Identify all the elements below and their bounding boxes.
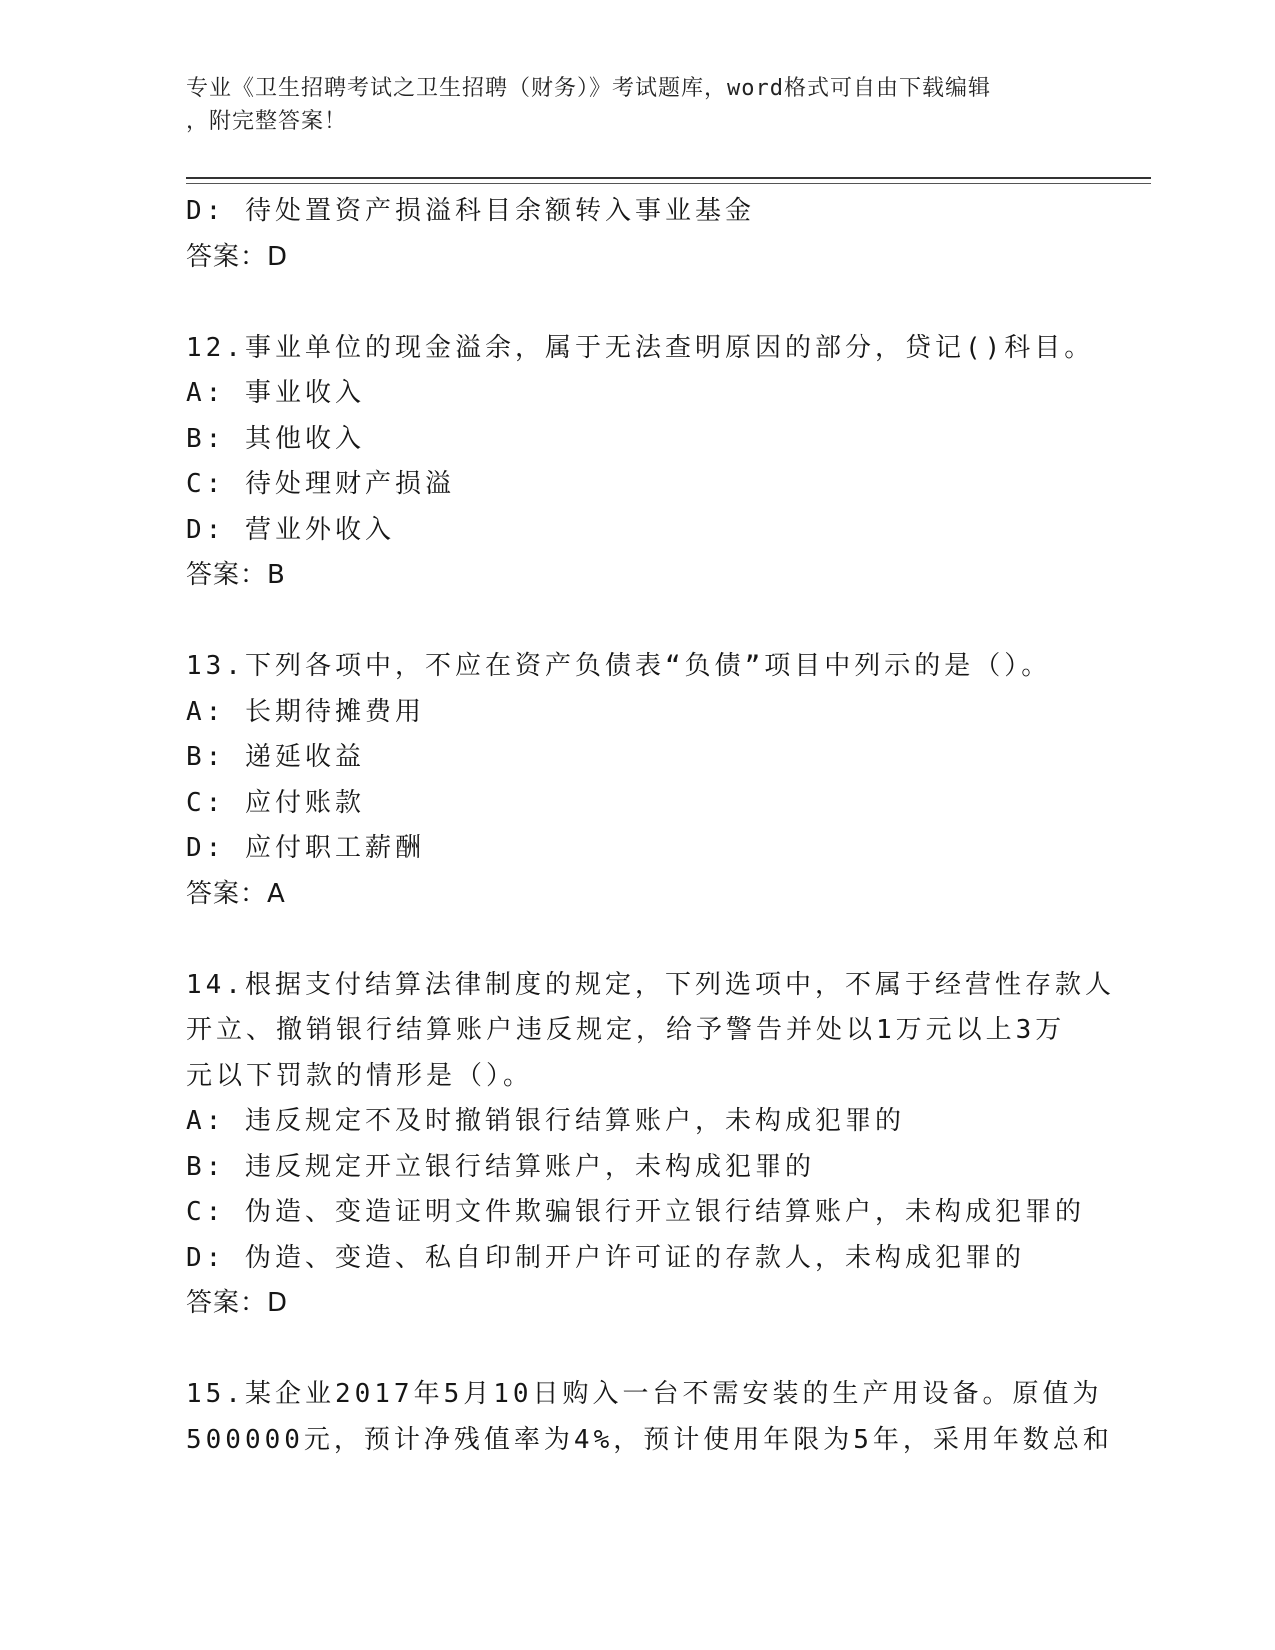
document-header bbox=[186, 72, 1066, 138]
answer-line: 答案：A bbox=[186, 878, 286, 909]
question-stem-line: 15.某企业2017年5月10日购入一台不需安装的生产用设备。原值为 bbox=[186, 1379, 1103, 1409]
question-14 bbox=[186, 963, 1116, 1327]
option-c: C: 伪造、变造证明文件欺骗银行开立银行结算账户，未构成犯罪的 bbox=[186, 1197, 1085, 1227]
question-stem-line: 500000元，预计净残值率为4%，预计使用年限为5年，采用年数总和 bbox=[186, 1424, 1113, 1455]
question-spacer bbox=[186, 917, 1116, 963]
question-stem-line: 元以下罚款的情形是（）。 bbox=[186, 1060, 534, 1091]
question-15 bbox=[186, 1372, 1116, 1463]
option-a: A: 长期待摊费用 bbox=[186, 696, 425, 727]
question-stem-line: 14.根据支付结算法律制度的规定，下列选项中，不属于经营性存款人 bbox=[186, 969, 1115, 1000]
option-d: D: 营业外收入 bbox=[186, 514, 395, 545]
question-stem bbox=[186, 1372, 1116, 1463]
question-stem bbox=[186, 644, 1116, 690]
question-stem-line: 12.事业单位的现金溢余，属于无法查明原因的部分，贷记()科目。 bbox=[186, 332, 1095, 363]
question-stem bbox=[186, 326, 1116, 372]
question-spacer bbox=[186, 1327, 1116, 1373]
option-d: D: 伪造、变造、私自印制开户许可证的存款人，未构成犯罪的 bbox=[186, 1242, 1025, 1273]
question-list bbox=[186, 189, 1116, 1463]
question-stem bbox=[186, 963, 1116, 1100]
option-b: B: 违反规定开立银行结算账户，未构成犯罪的 bbox=[186, 1151, 815, 1182]
option-a: A: 违反规定不及时撤销银行结算账户，未构成犯罪的 bbox=[186, 1106, 905, 1136]
answer-line: 答案：D bbox=[186, 1288, 289, 1318]
option-b: B: 其他收入 bbox=[186, 423, 365, 454]
option-d: D: 待处置资产损溢科目余额转入事业基金 bbox=[186, 196, 755, 226]
header-divider-thin bbox=[186, 183, 1151, 184]
answer-line: 答案：D bbox=[186, 241, 289, 272]
option-d: D: 应付职工薪酬 bbox=[186, 833, 425, 863]
answer-line: 答案：B bbox=[186, 560, 286, 590]
question-spacer bbox=[186, 280, 1116, 326]
question-stem-line: 13.下列各项中，不应在资产负债表“负债”项目中列示的是（）。 bbox=[186, 651, 1052, 681]
question-stem-line: 开立、撤销银行结算账户违反规定，给予警告并处以1万元以上3万 bbox=[186, 1015, 1066, 1045]
question-13 bbox=[186, 644, 1116, 917]
question-12 bbox=[186, 326, 1116, 599]
question-spacer bbox=[186, 599, 1116, 645]
option-c: C: 应付账款 bbox=[186, 787, 365, 818]
header-line-1: 专业《卫生招聘考试之卫生招聘（财务）》考试题库，word格式可自由下载编辑 bbox=[186, 76, 991, 101]
question-11 bbox=[186, 189, 1116, 280]
header-line-2: ，附完整答案！ bbox=[186, 109, 348, 134]
option-a: A: 事业收入 bbox=[186, 378, 365, 408]
option-c: C: 待处理财产损溢 bbox=[186, 469, 455, 499]
option-b: B: 递延收益 bbox=[186, 742, 365, 772]
header-divider-thick bbox=[186, 177, 1151, 179]
